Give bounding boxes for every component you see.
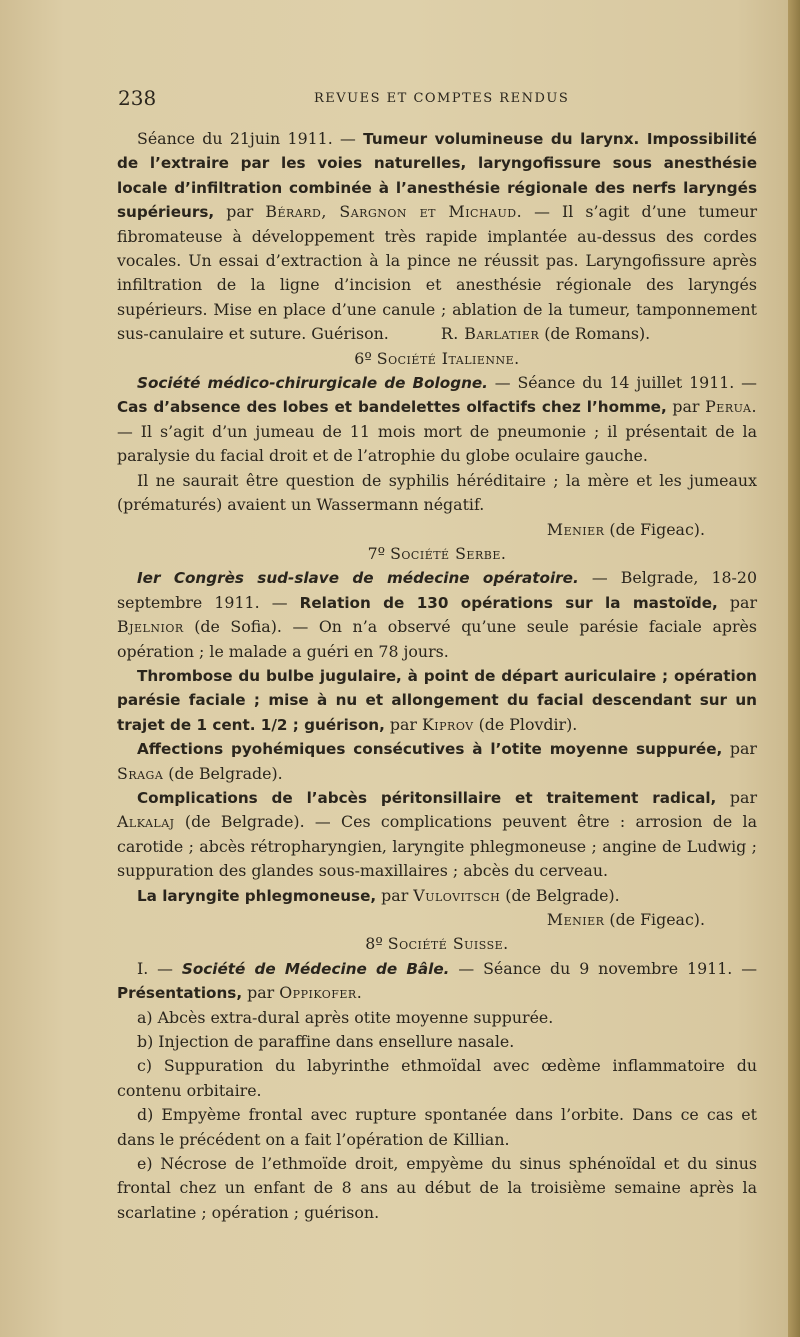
signature-menier-2: Menier (de Figeac). [546,910,705,929]
paragraph-body: — Il s’agit d’une tumeur fibromateuse à développement très rapide implantée au-dessus des cordes vocales. Un essai d’extraction à la pince ne réussit pas. Laryngofissure après infiltration de la ligne d’incision et anesthésie régionale des laryngés supérieurs. Mise en place d’une canule ; ablation de la tumeur, tamponnement sus-canulaire et suture. Guérison. [117,202,757,344]
paragraph-tumeur-larynx: Séance du 21juin 1911. — Tumeur volumineuse du larynx. Impossibilité de l’extraire par les voies naturelles, laryngofissure sous anesthésie locale d’infiltration combinée à l’anesthésie régionale des nerfs laryngés supérieurs, par Bérard, Sargnon et Michaud. — Il s’agit d’une tumeur fibromateuse à développement très rapide implantée au-dessus des cordes vocales. Un essai d’extraction à la pince ne réussit pas. Laryngofissure après infiltration de la ligne d’incision et anesthésie régionale des laryngés supérieurs. Mise en place d’une canule ; ablation de la tumeur, tamponnement sus-canulaire et suture. Guérison. R. Barlatier (de Romans). [117,129,757,344]
paragraph-affections: Affections pyohémiques consécutives à l’otite moyenne suppurée, par Sraga (de Belgrade). [117,739,757,783]
society-name: Société médico-chirurgicale de Bologne. [137,374,488,393]
page-number: 238 [118,86,157,110]
author: Oppikofer. [279,983,363,1003]
signature-place: (de Romans). [539,324,651,344]
session-date: Séance du 21juin 1911. — [137,129,364,148]
paragraph-body: — Il s’agit d’un jumeau de 11 mois mort de pneumonie ; il présentait de la paralysie du facial droit et de l’atrophie du globe oculaire gauche. [117,421,757,466]
article-title: Affections pyohémiques consécutives à l’otite moyenne suppurée, [137,740,723,759]
paragraph-bale: I. — Société de Médecine de Bâle. — Séance du 9 novembre 1911. — Présentations, par Oppikofer. [117,958,757,1003]
signature-name: R. Barlatier [440,324,540,344]
society-name: Société de Médecine de Bâle. [181,959,450,978]
list-item-a: a) Abcès extra-dural après otite moyenne suppurée. [137,1007,554,1027]
paragraph-bologne: Société médico-chirurgicale de Bologne. — Séance du 14 juillet 1911. — Cas d’absence des lobes et bandelettes olfactifs chez l’homme, par Perua. — Il s’agit d’un jumeau de 11 mois mort de pneumonie ; il présentait de la paralysie du facial droit et de l’atrophie du globe oculaire gauche. [117,373,757,466]
section-heading-suisse: 8º Société Suisse. [365,934,509,954]
list-item-e: e) Nécrose de l’ethmoïde droit, empyème du sinus sphénoïdal et du sinus frontal chez un enfant de 8 ans au début de la troisième semaine après la scarlatine ; opération ; guérison. [117,1154,757,1222]
article-title: Thrombose du bulbe jugulaire, à point de départ auriculaire ; opération parésie faciale ; mise à nu et allongement du facial descendant sur un trajet de 1 cent. 1/2 ; guérison, [117,666,757,734]
paragraph-laryngite: La laryngite phlegmoneuse, par Vulovitsch (de Belgrade). [137,885,620,905]
paragraph-congres: Ier Congrès sud-slave de médecine opératoire. — Belgrade, 18-20 septembre 1911. — Relation de 130 opérations sur la mastoïde, par Bjelnior (de Sofia). — On n’a observé qu’une seule parésie faciale après opération ; le malade a guéri en 78 jours. [117,568,757,661]
section-heading-serbe: 7º Société Serbe. [367,543,507,563]
paragraph-thrombose: Thrombose du bulbe jugulaire, à point de départ auriculaire ; opération parésie faciale ; mise à nu et allongement du facial descendant sur un trajet de 1 cent. 1/2 ; guérison, par Kiprov (de Plovdir). [117,666,757,734]
section-heading-italienne: 6º Société Italienne. [354,348,520,368]
author: Vulovitsch [413,885,501,905]
article-title: Présentations, [117,984,243,1003]
author: Bjelnior [117,617,184,637]
running-title: REVUES ET COMPTES RENDUS [314,91,570,106]
paragraph-syphilis: Il ne saurait être question de syphilis héréditaire ; la mère et les jumeaux (prématurés) avaient un Wassermann négatif. [117,470,757,515]
signature-menier-1: Menier (de Figeac). [546,519,705,539]
list-item-b: b) Injection de paraffine dans ensellure nasale. [137,1032,515,1052]
list-item-d: d) Empyème frontal avec rupture spontanée dans l’orbite. Dans ce cas et dans le précédent on a fait l’opération de Killian. [117,1105,757,1149]
paragraph-body: (de Belgrade). — Ces complications peuvent être : arrosion de la carotide ; abcès rétropharyngien, laryngite phlegmoneuse ; angine de Ludwig ; suppuration des glandes sous-maxillaires ; abcès du cerveau. [117,812,757,881]
book-spine-edge [788,0,800,1337]
article-title: Tumeur volumineuse du larynx. Impossibilité de l’extraire par les voies naturelles, laryngofissure sous anesthésie locale d’infiltration combinée à l’anesthésie régionale des nerfs laryngés supérieurs, [117,130,757,222]
author: Sraga [117,763,164,783]
article-title: Cas d’absence des lobes et bandelettes olfactifs chez l’homme, [117,398,667,417]
authors: Bérard, Sargnon et Michaud. [265,202,523,222]
article-title: La laryngite phlegmoneuse, [137,886,377,905]
author: Alkalaj [117,812,175,832]
paragraph-complications: Complications de l’abcès péritonsillaire et traitement radical, par Alkalaj (de Belgrade). — Ces complications peuvent être : arrosion de la carotide ; abcès rétropharyngien, laryngite phlegmoneuse ; angine de Ludwig ; suppuration des glandes sous-maxillaires ; abcès du cerveau. [117,787,757,881]
paragraph-body: (de Sofia). — On n’a observé qu’une seule parésie faciale après opération ; le malade a guéri en 78 jours. [117,617,757,661]
author: Kiprov [422,714,474,734]
list-item-c: c) Suppuration du labyrinthe ethmoïdal avec œdème inflammatoire du contenu orbitaire. [117,1056,757,1100]
congress-name: Ier Congrès sud-slave de médecine opératoire. [137,569,579,588]
article-body [117,127,757,1225]
author: Perua. [705,397,757,417]
article-title: Relation de 130 opérations sur la mastoïde, [299,593,718,612]
article-title: Complications de l’abcès péritonsillaire et traitement radical, [137,788,717,807]
